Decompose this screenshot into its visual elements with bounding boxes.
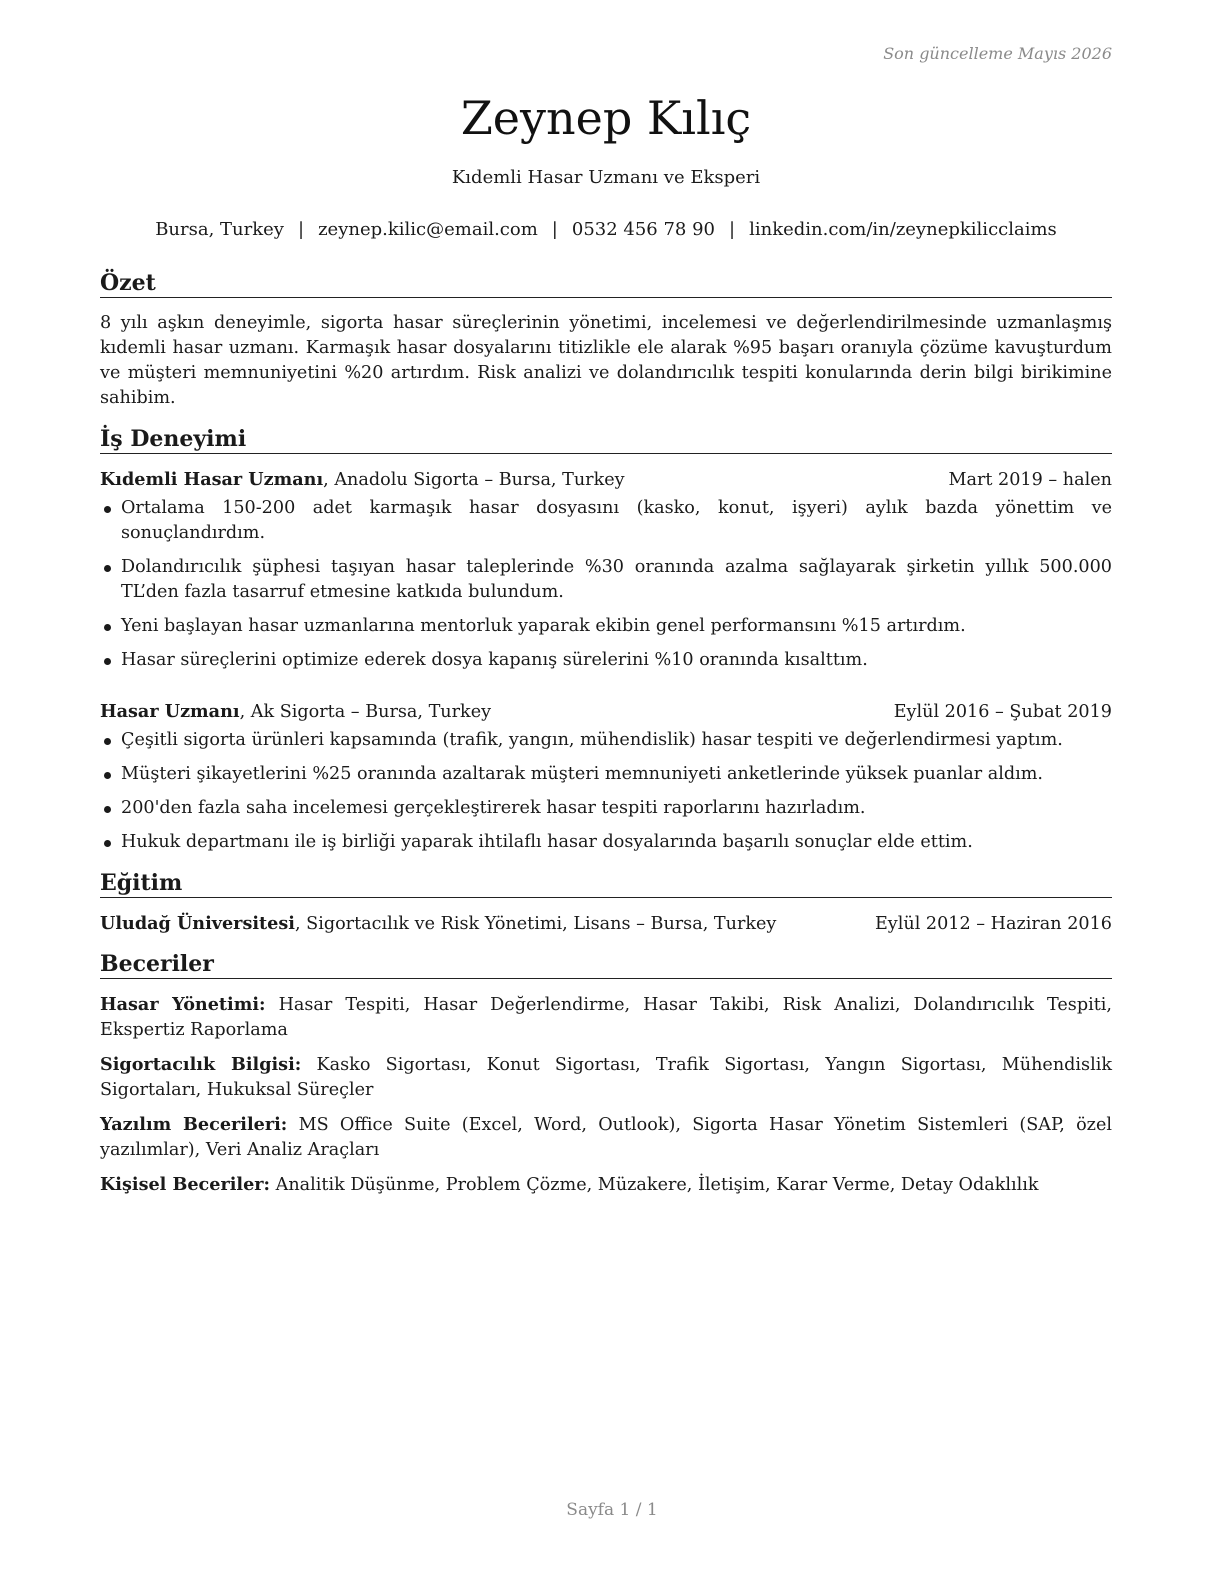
job-title: Kıdemli Hasar Uzmanı ve Eksperi: [451, 167, 761, 188]
contact-email[interactable]: zeynep.kilic@email.com: [318, 219, 538, 240]
job-entry: [100, 700, 1112, 855]
section-title-education: Eğitim: [100, 869, 1112, 898]
contact-separator: |: [551, 219, 558, 240]
job-role: Hasar Uzmanı: [100, 701, 240, 722]
bullet-item: Hasar süreçlerini optimize ederek dosya kapanış sürelerini %10 oranında kısalttım.: [100, 648, 1112, 673]
skill-value: MS Office Suite (Excel, Word, Outlook), Sigorta Hasar Yönetim Sistemleri (SAP, özel yazılımlar), Veri Analiz Araçları: [100, 1115, 1112, 1160]
section-title-experience: İş Deneyimi: [100, 425, 1112, 454]
bullet-item: Hukuk departmanı ile iş birliği yaparak ihtilaflı hasar dosyalarında başarılı sonuçlar elde ettim.: [100, 830, 1112, 855]
skill-label: Kişisel Beceriler:: [100, 1174, 271, 1195]
job-entry: [100, 468, 1112, 673]
contact-phone: 0532 456 78 90: [571, 219, 716, 240]
job-bullets: [100, 728, 1112, 855]
bullet-item: 200'den fazla saha incelemesi gerçekleştirerek hasar tespiti raporlarını hazırladım.: [100, 796, 1112, 821]
skill-value: Analitik Düşünme, Problem Çözme, Müzakere, İletişim, Karar Verme, Detay Odaklılık: [270, 1175, 1039, 1195]
skill-row: [100, 1052, 1112, 1103]
bullet-item: Yeni başlayan hasar uzmanlarına mentorluk yaparak ekibin genel performansını %15 artırdım.: [100, 614, 1112, 639]
job-company: , Ak Sigorta – Bursa, Turkey: [239, 702, 492, 722]
bullet-item: Müşteri şikayetlerini %25 oranında azaltarak müşteri memnuniyeti anketlerinde yüksek puanlar aldım.: [100, 762, 1112, 787]
skill-row: [100, 1172, 1112, 1198]
contact-location: Bursa, Turkey: [155, 219, 284, 240]
education-school: Uludağ Üniversitesi: [100, 913, 295, 934]
skill-value: Hasar Tespiti, Hasar Değerlendirme, Hasar Takibi, Risk Analizi, Dolandırıcılık Tespiti, Ekspertiz Raporlama: [100, 995, 1113, 1040]
education-section: [100, 869, 1112, 936]
experience-section: [100, 425, 1112, 855]
skill-label: Sigortacılık Bilgisi:: [100, 1054, 302, 1075]
section-title-skills: Beceriler: [100, 950, 1112, 979]
resume-page: [100, 0, 1112, 1198]
job-dates: Mart 2019 – halen: [948, 470, 1112, 490]
bullet-item: Çeşitli sigorta ürünleri kapsamında (trafik, yangın, mühendislik) hasar tespiti ve değerlendirmesi yaptım.: [100, 728, 1112, 753]
skill-row: [100, 992, 1112, 1043]
skill-label: Yazılım Becerileri:: [100, 1114, 288, 1135]
education-entry: [100, 912, 1112, 936]
skill-value: Kasko Sigortası, Konut Sigortası, Trafik Sigortası, Yangın Sigortası, Mühendislik Sigortaları, Hukuksal Süreçler: [100, 1055, 1112, 1100]
job-company: , Anadolu Sigorta – Bursa, Turkey: [323, 470, 625, 490]
contact-linkedin[interactable]: linkedin.com/in/zeynepkilicclaims: [749, 219, 1057, 240]
job-header: [100, 700, 1112, 724]
contact-line: [100, 218, 1112, 242]
last-updated: Son güncelleme Mayıs 2026: [883, 44, 1112, 63]
skill-row: [100, 1112, 1112, 1163]
bullet-item: Ortalama 150-200 adet karmaşık hasar dosyasını (kasko, konut, işyeri) aylık bazda yönettim ve sonuçlandırdım.: [100, 496, 1112, 546]
job-header: [100, 468, 1112, 492]
job-role: Kıdemli Hasar Uzmanı: [100, 469, 324, 490]
contact-separator: |: [729, 219, 736, 240]
job-dates: Eylül 2016 – Şubat 2019: [893, 702, 1112, 722]
education-degree: , Sigortacılık ve Risk Yönetimi, Lisans – Bursa, Turkey: [294, 914, 777, 934]
page-number: Sayfa 1 / 1: [566, 1500, 658, 1520]
candidate-name: Zeynep Kılıç: [460, 91, 752, 145]
section-title-summary: Özet: [100, 269, 1112, 298]
contact-separator: |: [297, 219, 305, 240]
job-bullets: [100, 496, 1112, 673]
bullet-item: Dolandırıcılık şüphesi taşıyan hasar taleplerinde %30 oranında azalma sağlayarak şirketin yıllık 500.000 TL’den fazla tasarruf etmesine katkıda bulundum.: [100, 555, 1112, 605]
education-dates: Eylül 2012 – Haziran 2016: [874, 914, 1112, 934]
skills-section: [100, 950, 1112, 1198]
skill-label: Hasar Yönetimi:: [100, 994, 266, 1015]
summary-text: 8 yılı aşkın deneyimle, sigorta hasar süreçlerinin yönetimi, incelemesi ve değerlendirilmesinde uzmanlaşmış kıdemli hasar uzmanı. Karmaşık hasar dosyalarını titizlikle ele alarak %95 başarı oranıyla çözüme kavuşturdum ve müşteri memnuniyetini %20 artırdım. Risk analizi ve dolandırıcılık tespiti konularında derin bilgi birikimine sahibim.: [100, 313, 1112, 408]
summary-section: [100, 269, 1112, 411]
